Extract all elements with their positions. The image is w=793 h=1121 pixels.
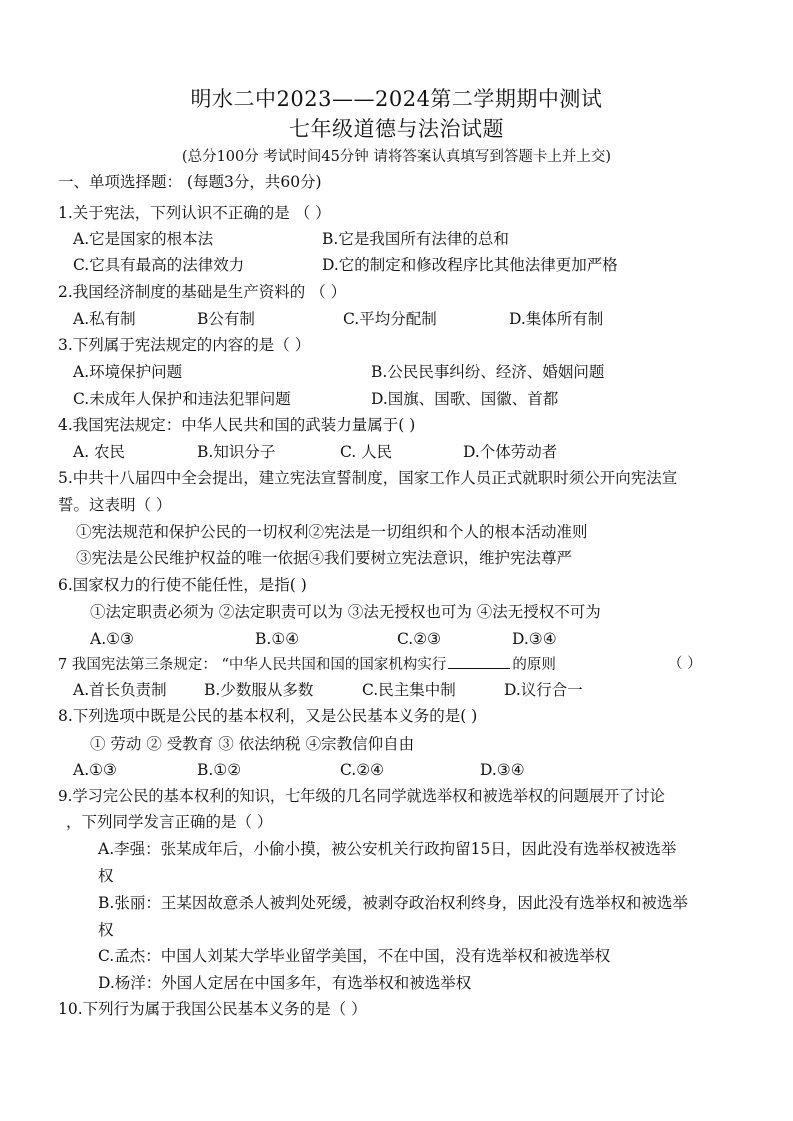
q9-option-a-line1: A.李强：张某成年后，小偷小摸，被公安机关行政拘留15日，因此没有选举权被选举 xyxy=(98,840,677,858)
q7-stem xyxy=(58,654,556,675)
q9-option-c: C.孟杰：中国人刘某大学毕业留学美国，不在中国，没有选举权和被选举权 xyxy=(98,947,611,965)
q8-stem: 8.下列选项中既是公民的基本权利，又是公民基本义务的是( ) xyxy=(58,707,478,725)
q5-stem-line2: 誓。这表明（ ） xyxy=(58,496,172,514)
q1-option-a: A.它是国家的根本法 xyxy=(73,230,214,248)
q8-option-d: D.③④ xyxy=(480,761,525,779)
q2-option-b: B公有制 xyxy=(197,310,255,328)
q3-option-a: A.环境保护问题 xyxy=(73,363,183,381)
q3-option-c: C.未成年人保护和违法犯罪问题 xyxy=(73,390,291,408)
q6-stem: 6.国家权力的行使不能任性，是指( ) xyxy=(58,576,307,594)
q5-statements-2: ③宪法是公民维护权益的唯一依据④我们要树立宪法意识，维护宪法尊严 xyxy=(76,549,573,567)
q6-statements: ①法定职责必须为 ②法定职责可以为 ③法无授权也可为 ④法无授权不可为 xyxy=(90,603,601,621)
q10-stem: 10.下列行为属于我国公民基本义务的是（ ） xyxy=(58,1000,367,1018)
q6-option-c: C.②③ xyxy=(397,630,442,648)
q2-option-c: C.平均分配制 xyxy=(343,310,437,328)
q2-option-a: A.私有制 xyxy=(73,310,136,328)
q9-option-a-line2: 权 xyxy=(98,867,114,885)
q6-option-a: A.①③ xyxy=(90,630,134,648)
q9-option-b-line1: B.张丽：王某因故意杀人被判处死缓，被剥夺政治权利终身，因此没有选举权和被选举 xyxy=(98,894,688,912)
q3-option-b: B.公民民事纠纷、经济、婚姻问题 xyxy=(371,363,605,381)
q1-option-d: D.它的制定和修改程序比其他法律更加严格 xyxy=(322,256,618,274)
q9-option-d: D.杨洋：外国人定居在中国多年，有选举权和被选举权 xyxy=(98,974,472,992)
q7-answer-paren: （ ） xyxy=(668,656,702,672)
q8-option-c: C.②④ xyxy=(340,761,385,779)
q8-option-a: A.①③ xyxy=(73,761,117,779)
q2-option-d: D.集体所有制 xyxy=(509,310,604,328)
q7-stem-pre: 7 我国宪法第三条规定： “中华人民共国和国的国家机构实行 xyxy=(58,657,447,673)
q3-option-d: D.国旗、国歌、国徽、首都 xyxy=(371,390,559,408)
q6-option-d: D.③④ xyxy=(512,630,557,648)
q7-option-c: C.民主集中制 xyxy=(362,681,456,699)
exam-title: 明水二中2023——2024第二学期期中测试 xyxy=(190,87,603,111)
q5-stem-line1: 5.中共十八届四中全会提出，建立宪法宣誓制度，国家工作人员正式就职时须公开向宪法宣 xyxy=(58,469,678,487)
q9-option-b-line2: 权 xyxy=(98,921,114,939)
q8-option-b: B.①② xyxy=(197,761,242,779)
q1-option-b: B.它是我国所有法律的总和 xyxy=(322,230,509,248)
q7-option-d: D.议行合一 xyxy=(504,681,583,699)
q4-option-c: C. 人民 xyxy=(340,443,393,461)
q1-option-c: C.它具有最高的法律效力 xyxy=(73,256,245,274)
q8-statements: ① 劳动 ② 受教育 ③ 依法纳税 ④宗教信仰自由 xyxy=(90,735,415,753)
q1-stem: 1.关于宪法，下列认识不正确的是 （ ） xyxy=(58,204,331,222)
q4-option-a: A. 农民 xyxy=(73,443,126,461)
q4-option-b: B.知识分子 xyxy=(197,443,276,461)
exam-note: (总分100分 考试时间45分钟 请将答案认真填写到答题卡上并上交) xyxy=(181,149,612,165)
q7-blank xyxy=(448,654,510,669)
q7-option-a: A.首长负责制 xyxy=(73,681,167,699)
q5-statements-1: ①宪法规范和保护公民的一切权利②宪法是一切组织和个人的根本活动准则 xyxy=(76,523,588,541)
q6-option-b: B.①④ xyxy=(255,630,300,648)
q9-stem-line2: ，下列同学发言正确的是（ ） xyxy=(66,813,273,831)
q7-stem-post: 的原则 xyxy=(512,657,556,673)
exam-subtitle: 七年级道德与法治试题 xyxy=(289,117,504,141)
q4-option-d: D.个体劳动者 xyxy=(463,443,558,461)
q2-stem: 2.我国经济制度的基础是生产资料的 （ ） xyxy=(58,283,347,301)
q7-option-b: B.少数服从多数 xyxy=(204,681,314,699)
q9-stem-line1: 9.学习完公民的基本权利的知识，七年级的几名同学就选举权和被选举权的问题展开了讨论 xyxy=(58,787,665,805)
q3-stem: 3.下列属于宪法规定的内容的是（ ） xyxy=(58,336,311,354)
q4-stem: 4.我国宪法规定：中华人民共和国的武装力量属于( ) xyxy=(58,416,416,434)
section-heading: 一、单项选择题： (每题3分，共60分) xyxy=(58,173,322,191)
